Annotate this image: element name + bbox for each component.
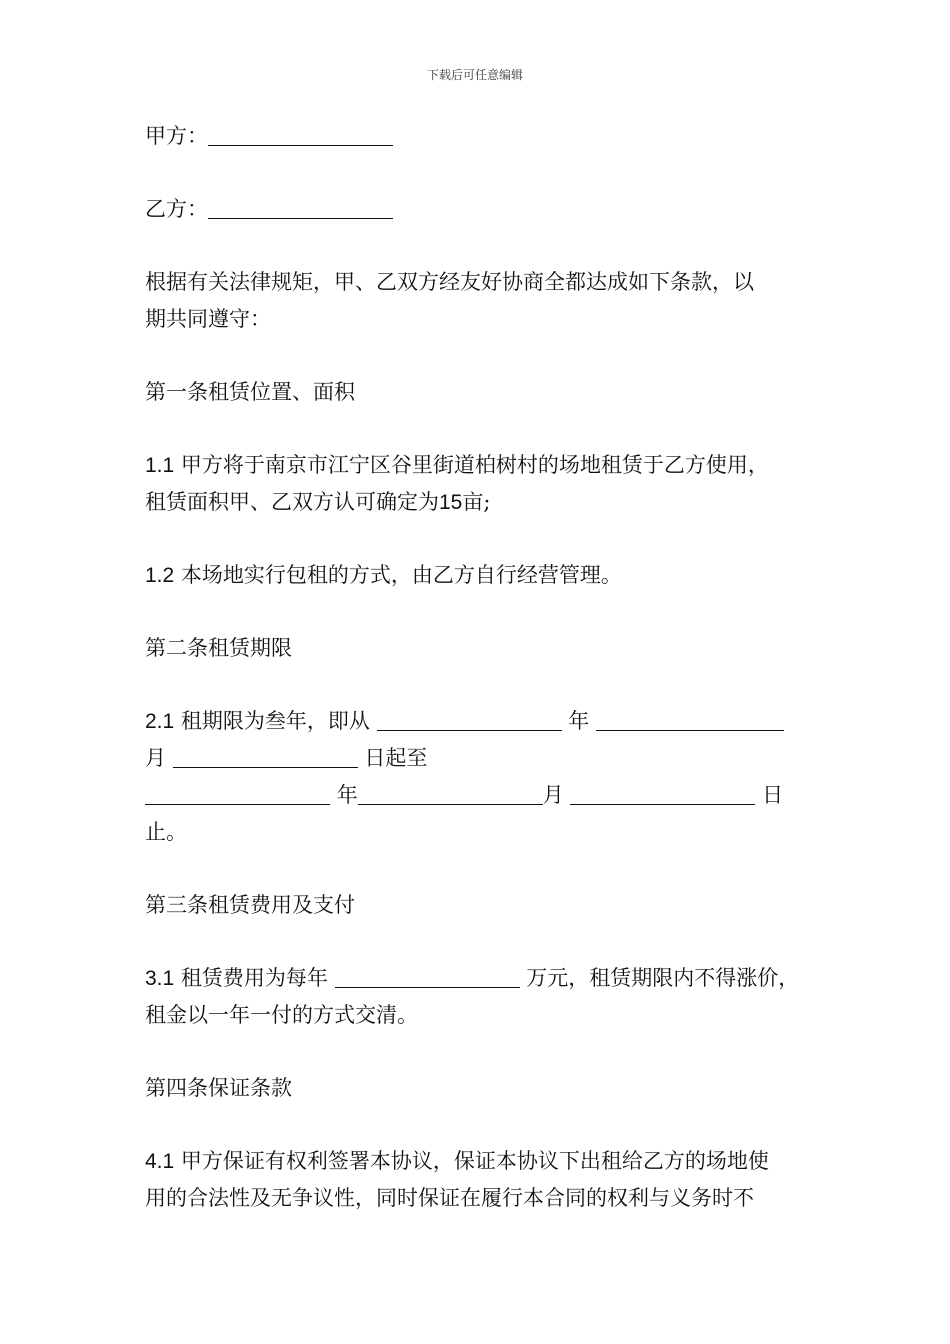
article-3-title: 第三条租赁费用及支付 (145, 893, 355, 917)
start-year-label: 年 (568, 709, 590, 733)
party-a-label: 甲方： (145, 124, 208, 148)
end-year-label: 年 (336, 783, 358, 807)
clause-4-1 (145, 1143, 815, 1217)
start-day-label: 日起至 (364, 746, 428, 770)
intro-paragraph (145, 264, 815, 338)
end-day-blank[interactable] (570, 782, 755, 805)
end-day-label: 日 (762, 783, 784, 807)
annual-rent-blank[interactable] (335, 965, 520, 988)
clause-1-1-number: 1.1 (145, 454, 175, 477)
document-body (145, 118, 815, 1253)
end-year-blank[interactable] (145, 782, 330, 805)
start-month-blank[interactable] (596, 708, 784, 731)
clause-3-1-number: 3.1 (145, 967, 175, 990)
clause-1-2-number: 1.2 (145, 564, 175, 587)
clause-3-1-text-b: 万元，租赁期限内不得涨价， (526, 966, 800, 990)
article-1-title: 第一条租赁位置、面积 (145, 380, 355, 404)
end-month-label: 月 (542, 783, 564, 807)
clause-2-1-number: 2.1 (145, 710, 175, 733)
clause-4-1-line-2: 用的合法性及无争议性，同时保证在履行本合同的权利与义务时不 (145, 1186, 754, 1210)
clause-2-1-text: 租期限为叁年，即从 (180, 709, 370, 733)
clause-2-1 (145, 703, 815, 851)
intro-line-2: 期共同遵守： (145, 307, 271, 331)
article-2-title: 第二条租赁期限 (145, 636, 292, 660)
page-header: 下载后可任意编辑 (426, 68, 523, 82)
clause-1-2 (145, 557, 815, 594)
clause-1-1 (145, 447, 815, 521)
clause-1-1-line-1: 甲方将于南京市江宁区谷里街道柏树村的场地租赁于乙方使用， (180, 453, 769, 477)
end-month-blank[interactable] (358, 782, 543, 805)
clause-1-2-text: 本场地实行包租的方式，由乙方自行经营管理。 (180, 563, 622, 587)
article-4-title: 第四条保证条款 (145, 1076, 292, 1100)
clause-1-1-area: 15 (439, 491, 463, 514)
party-a-blank[interactable] (208, 123, 393, 146)
clause-4-1-number: 4.1 (145, 1150, 175, 1173)
clause-1-1-line-2b: 亩; (462, 490, 491, 514)
clause-3-1 (145, 960, 815, 1034)
party-b-line (145, 191, 815, 228)
intro-line-1: 根据有关法律规矩，甲、乙双方经友好协商全都达成如下条款，以 (145, 270, 754, 294)
clause-2-1-end: 止。 (145, 820, 187, 844)
party-b-label: 乙方： (145, 197, 208, 221)
clause-1-1-line-2a: 租赁面积甲、乙双方认可确定为 (145, 490, 439, 514)
clause-3-1-line-2: 租金以一年一付的方式交清。 (145, 1003, 418, 1027)
start-month-label: 月 (145, 746, 166, 770)
party-a-line (145, 118, 815, 155)
party-b-blank[interactable] (208, 196, 393, 219)
start-year-blank[interactable] (377, 708, 562, 731)
start-day-blank[interactable] (173, 745, 358, 768)
clause-4-1-line-1: 甲方保证有权利签署本协议，保证本协议下出租给乙方的场地使 (180, 1149, 769, 1173)
clause-3-1-text-a: 租赁费用为每年 (180, 966, 328, 990)
